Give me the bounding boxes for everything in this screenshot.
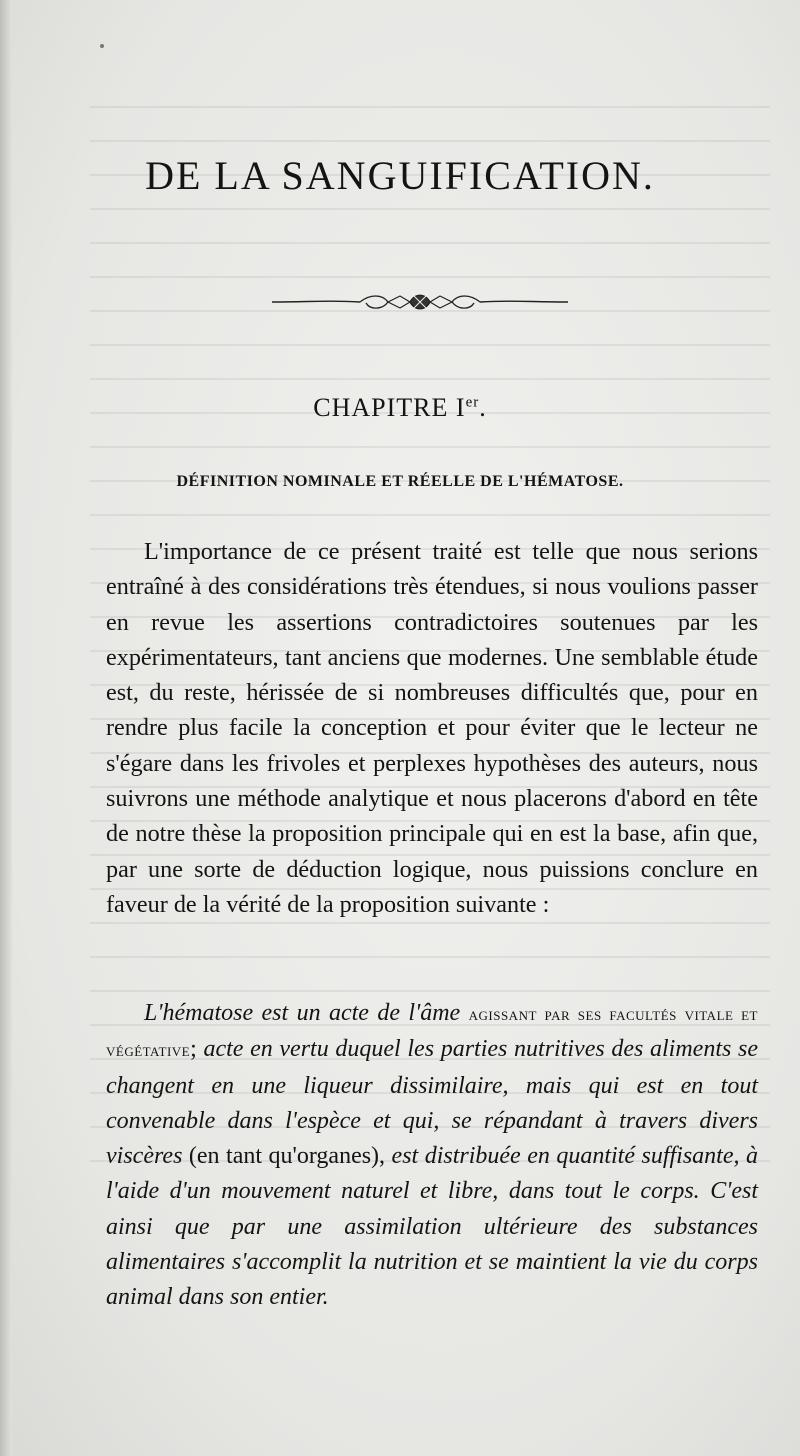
chapter-heading <box>0 393 800 423</box>
page-edge-shadow <box>0 0 12 1456</box>
chapter-subtitle: DÉFINITION NOMINALE ET RÉELLE DE L'HÉMATOSE. <box>176 473 624 490</box>
paragraph-definition <box>106 996 758 1316</box>
ornament-divider <box>270 290 570 314</box>
paragraph-intro: L'importance de ce présent traité est telle que nous serions entraîné à des considérations très étendues, si nous voulions passer en revue les assertions contradictoires soutenues par les expérimentateurs, tant anciens que modernes. Une semblable étude est, du reste, hérissée de si nombreuses difficultés que, pour en rendre plus facile la conception et pour éviter que le lecteur ne s'égare dans les frivoles et perplexes hypothèses des auteurs, nous suivrons une méthode analytique et nous placerons d'abord en tête de notre thèse la proposition principale qui en est la base, afin que, par une sorte de déduction logique, nous puissions conclure en faveur de la vérité de la proposition suivante : <box>106 538 758 918</box>
definition-part-3: ; <box>190 1036 204 1063</box>
definition-part-2: agissant par ses facultés vitale et végétative <box>106 1004 758 1062</box>
definition-part-5: (en tant qu'organes), <box>182 1143 392 1170</box>
chapter-superscript: er <box>465 394 480 411</box>
page-title: DE LA SANGUIFICATION. <box>145 153 655 198</box>
definition-part-6: est distribuée en quantité suffisante, à l'aide d'un mouvement naturel et libre, dans tout le corps. C'est ainsi que par une assimilation ultérieure des substances alimentaires s'accomplit la nutrition et se maintient la vie du corps animal dans son entier. <box>106 1143 758 1311</box>
definition-part-1: L'hématose est un acte de l'âme <box>144 1000 469 1026</box>
chapter-label: CHAPITRE I <box>313 393 466 422</box>
definition-part-4: acte en vertu duquel les parties nutritives des aliments se changent en une liqueur dissimilaire, mais qui est en tout convenable dans l'espèce et qui, se répandant à travers divers viscères <box>106 1036 758 1170</box>
chapter-suffix: . <box>479 393 487 422</box>
speck <box>100 44 104 48</box>
